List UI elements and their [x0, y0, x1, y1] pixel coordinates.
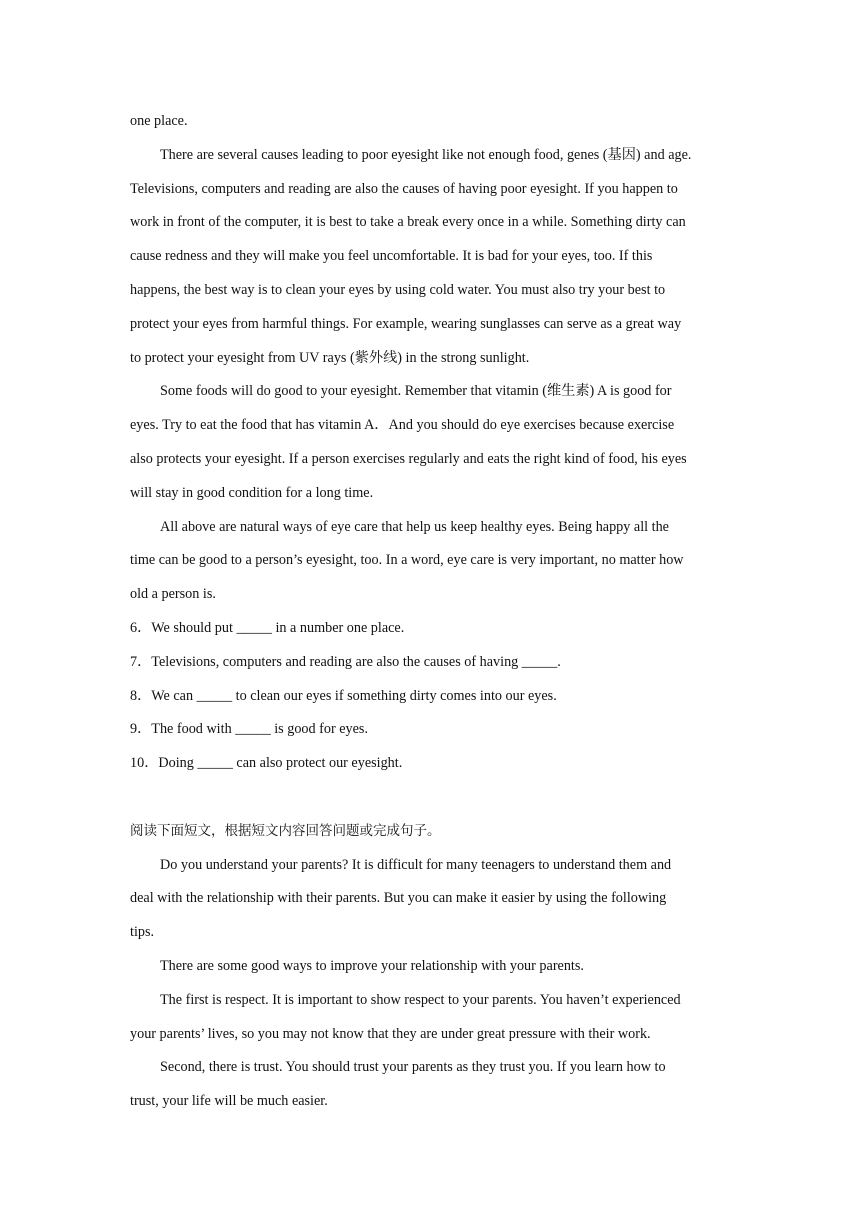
passage1-line: Televisions, computers and reading are also the causes of having poor eyesight. If you happen to [130, 180, 678, 197]
passage1-line: eyes. Try to eat the food that has vitamin A．And you should do eye exercises because exercise [130, 417, 675, 434]
passage1-line: also protects your eyesight. If a person exercises regularly and eats the right kind of food, his eyes [130, 450, 687, 467]
passage2-line: The first is respect. It is important to show respect to your parents. You haven’t experienced [160, 991, 681, 1008]
question-9: 9．The food with _____ is good for eyes. [130, 721, 369, 738]
passage2-instruction: 阅读下面短文，根据短文内容回答问题或完成句子。 [130, 822, 441, 839]
passage1-line: happens, the best way is to clean your eyes by using cold water. You must also try your best to [130, 281, 666, 298]
passage1-line: cause redness and they will make you feel uncomfortable. It is bad for your eyes, too. If this [130, 248, 653, 265]
passage1-line: one place. [130, 113, 188, 129]
passage2-line: There are some good ways to improve your relationship with your parents. [160, 957, 584, 974]
passage1-line: time can be good to a person’s eyesight, too. In a word, eye care is very important, no matter how [130, 552, 684, 569]
question-7: 7．Televisions, computers and reading are also the causes of having _____. [130, 653, 561, 670]
passage1-line: to protect your eyesight from UV rays (紫外线) in the strong sunlight. [130, 349, 530, 366]
section-spacer [130, 781, 730, 815]
passage2-line: deal with the relationship with their parents. But you can make it easier by using the following [130, 890, 667, 907]
passage1-line: There are several causes leading to poor eyesight like not enough food, genes (基因) and age. [160, 146, 692, 163]
passage1-line: old a person is. [130, 586, 216, 603]
passage1-line: work in front of the computer, it is best to take a break every once in a while. Something dirty can [130, 214, 686, 231]
passage1-line: protect your eyes from harmful things. For example, wearing sunglasses can serve as a great way [130, 315, 682, 332]
passage1-line: All above are natural ways of eye care that help us keep healthy eyes. Being happy all the [160, 518, 669, 535]
question-6: 6．We should put _____ in a number one place. [130, 619, 405, 636]
passage2-line: tips. [130, 924, 155, 941]
document-body [130, 105, 730, 1119]
passage2-line: your parents’ lives, so you may not know that they are under great pressure with their work. [130, 1025, 651, 1042]
passage1-line: will stay in good condition for a long time. [130, 484, 374, 501]
question-8: 8．We can _____ to clean our eyes if something dirty comes into our eyes. [130, 687, 557, 704]
question-10: 10．Doing _____ can also protect our eyesight. [130, 755, 403, 772]
passage1-line: Some foods will do good to your eyesight. Remember that vitamin (维生素) A is good for [160, 383, 672, 400]
passage2-line: trust, your life will be much easier. [130, 1093, 328, 1110]
passage2-line: Do you understand your parents? It is difficult for many teenagers to understand them and [160, 856, 672, 873]
passage2-line: Second, there is trust. You should trust your parents as they trust you. If you learn how to [160, 1059, 666, 1076]
